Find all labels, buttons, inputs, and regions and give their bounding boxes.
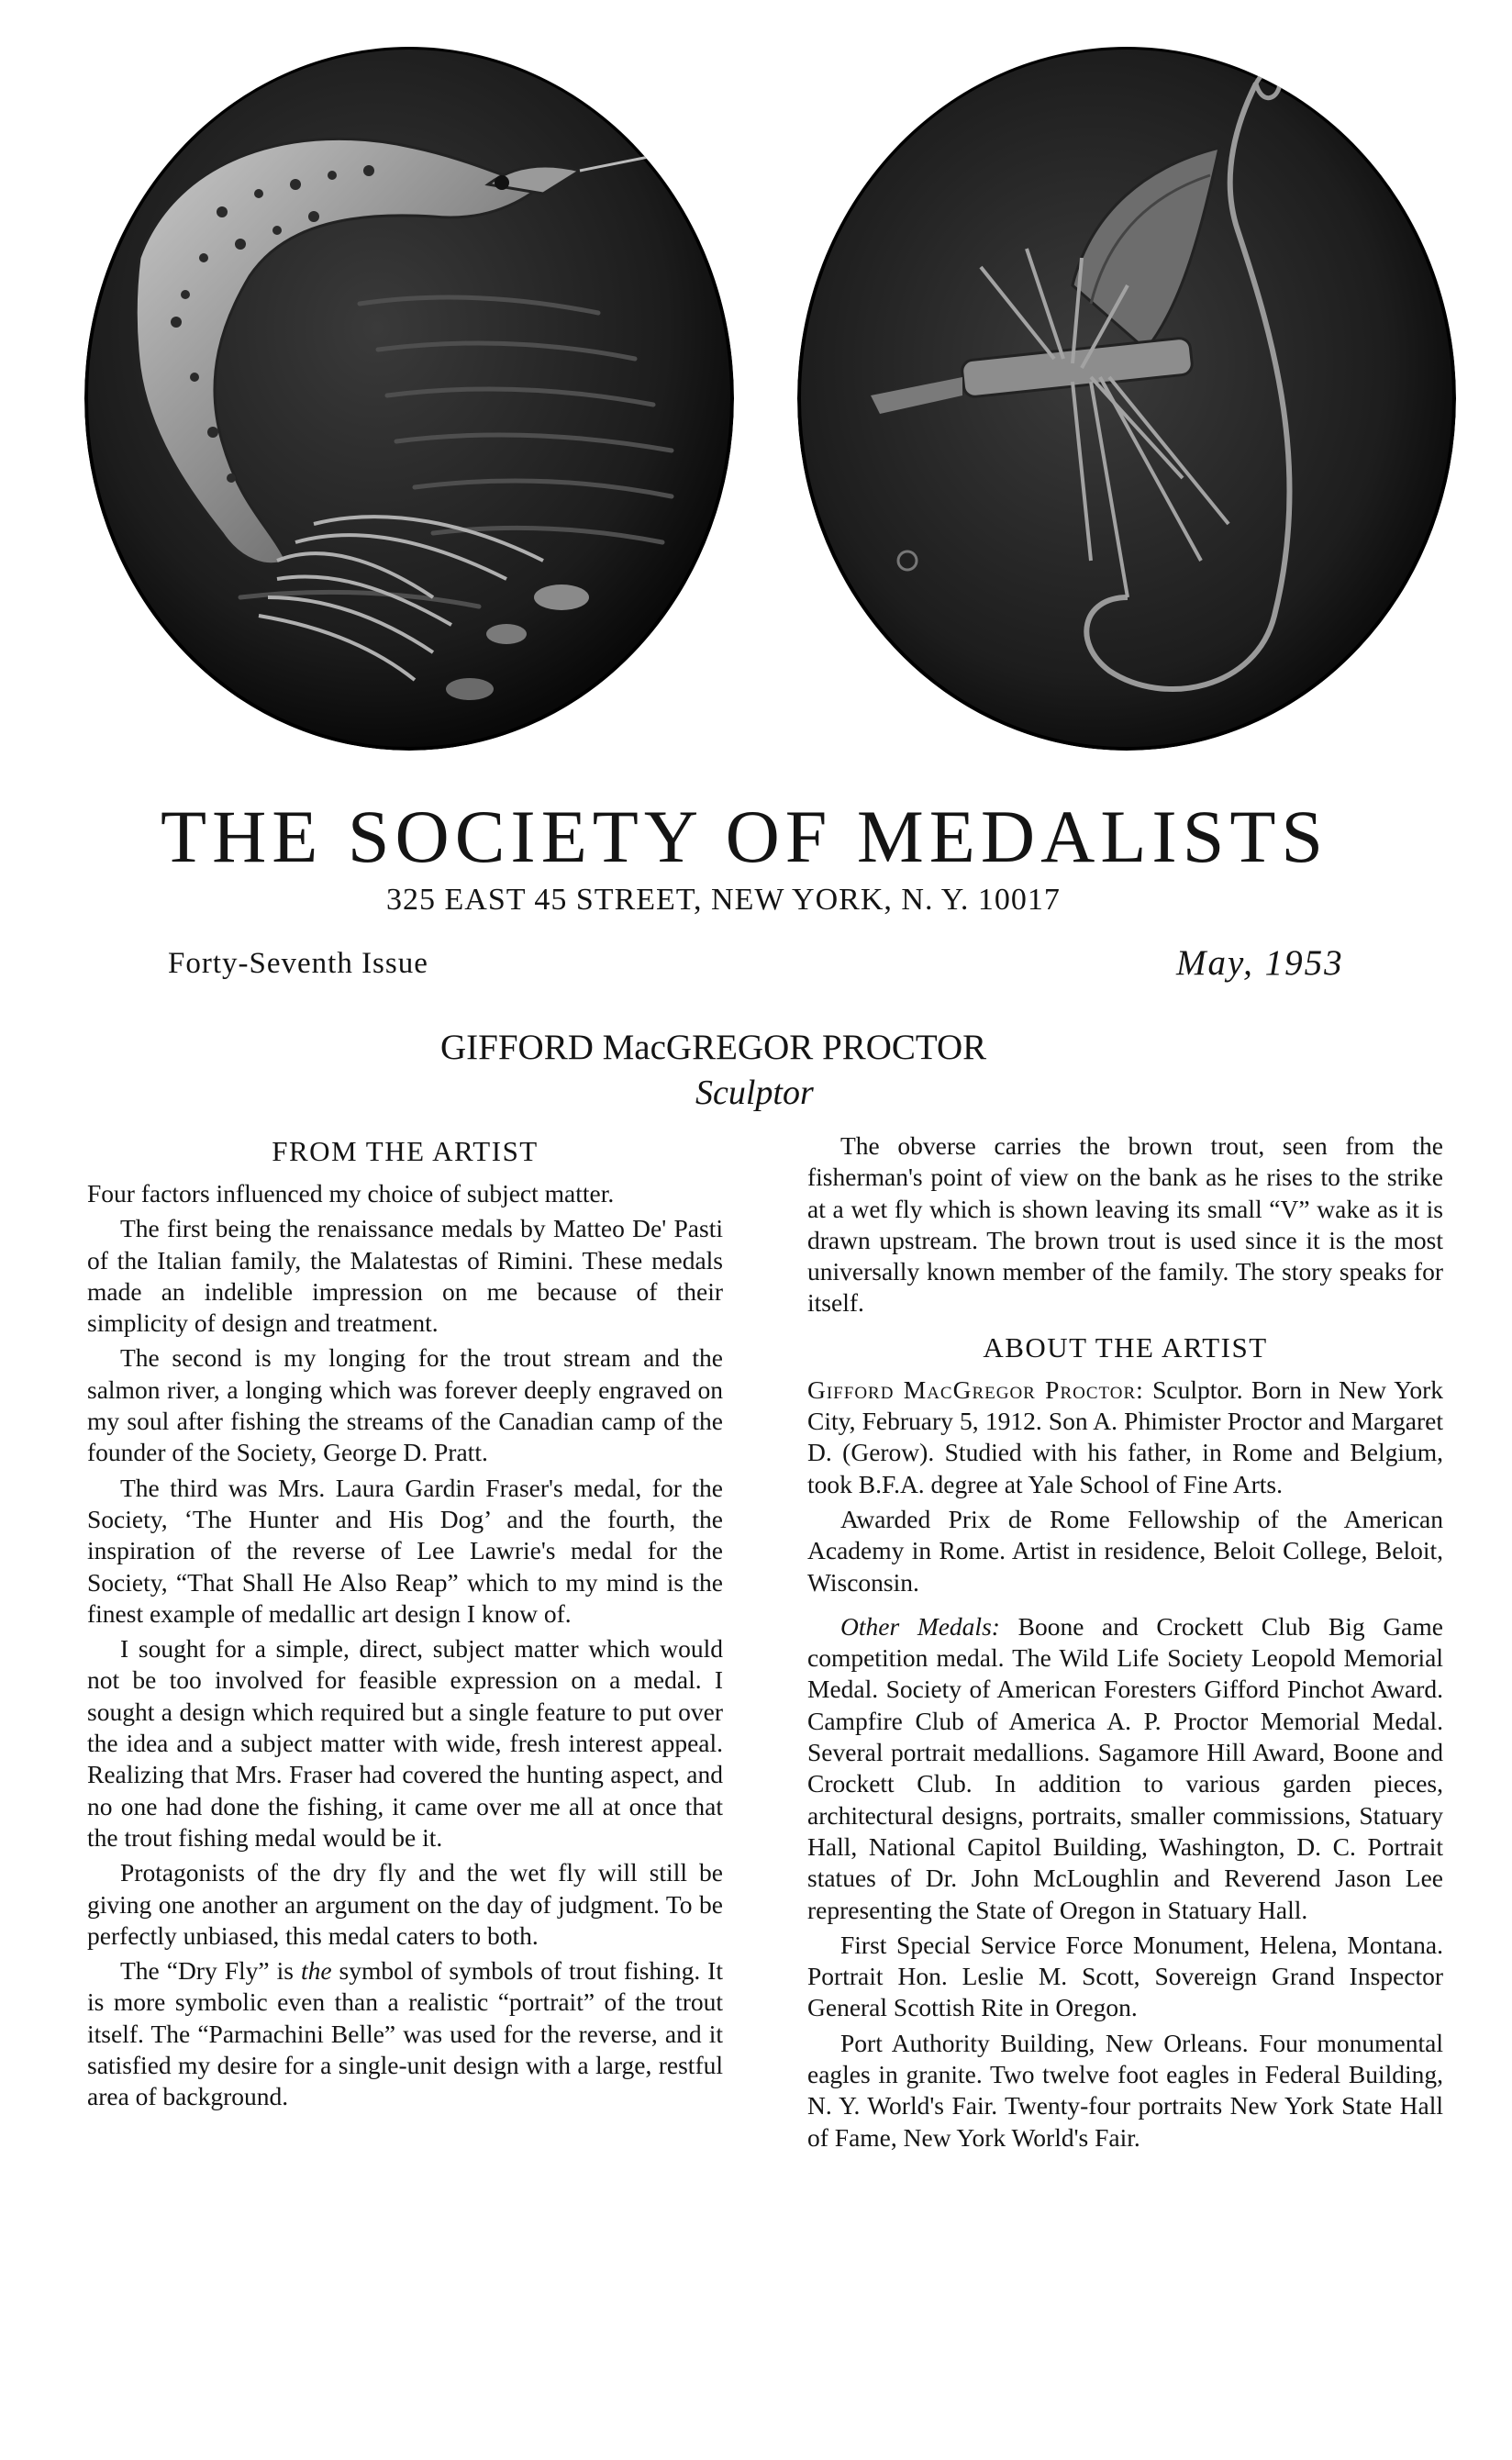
paragraph: The first being the renaissance medals by Matteo De' Pasti of the Italian family, the Malatestas of Rimini. These medals made an indelible impression on me because of their simplicity of design and treatment. — [87, 1214, 723, 1338]
emphasis: the — [300, 1956, 332, 1986]
artist-role: Sculptor — [695, 1074, 814, 1112]
fly-medal-icon — [797, 47, 1456, 751]
paragraph: The third was Mrs. Laura Gardin Fraser's medal, for the Society, ‘The Hunter and His Dog’ and the fourth, the inspiration of the reverse of Lee Lawrie's medal for the Society, “That Shall He Also Reap” which to my mind is the finest example of medallic art design I know of. — [87, 1473, 723, 1628]
bio-lead-name: Gifford MacGregor Proctor: — [807, 1375, 1144, 1404]
paragraph: First Special Service Force Monument, Helena, Montana. Portrait Hon. Leslie M. Scott, Sovereign Grand Inspector General Scottish Rite in Oregon. — [807, 1930, 1443, 2022]
fly-medal-art — [797, 47, 1456, 751]
other-medals-label: Other Medals: — [840, 1611, 1000, 1641]
issue-number: Forty-Seventh Issue — [168, 947, 428, 980]
text-run: Sculptor. Born in New York City, February 5, 1912. Son A. Phimister Proctor and Margaret D. (Gerow). Studied with his father, in Rome and Belgium, took B.F.A. degree at Yale School of Fine Arts. — [807, 1375, 1443, 1498]
text-run: The “Dry Fly” is — [120, 1956, 301, 1986]
from-the-artist-heading: FROM THE ARTIST — [272, 1135, 539, 1167]
trout-medal-icon — [84, 47, 734, 751]
bio-paragraph — [807, 1375, 1443, 1500]
left-column — [87, 1130, 723, 2117]
paragraph: I sought for a simple, direct, subject matter which would not be too involved for feasible expression on a medal. I sought a design which required but a single feature to put over the idea and a subject matter with wide, fresh interest appeal. Realizing that Mrs. Fraser had covered the hunting aspect, and no one had done the fishing, it came over me all at once that the trout fishing medal would be it. — [87, 1634, 723, 1852]
paragraph: The second is my longing for the trout stream and the salmon river, a longing which was forever deeply engraved on my soul after fishing the streams of the Canadian camp of the founder of the Society, George D. Pratt. — [87, 1343, 723, 1467]
paragraph: Four factors influenced my choice of subject matter. — [87, 1179, 615, 1208]
text-run: Boone and Crockett Club Big Game competition medal. The Wild Life Society Leopold Memorial Medal. Society of American Foresters Gifford Pinchot Award. Campfire Club of America A. P. Proctor Memorial Medal. Several portrait medallions. Sagamore Hill Award, Boone and Crockett Club. In addition to various garden pieces, architectural designs, portraits, smaller commissions, Statuary Hall, National Capitol Building, Washington, D. C. Portrait statues of Dr. John McLoughlin and Reverend Jason Lee representing the State of Oregon in Statuary Hall. — [807, 1611, 1443, 1924]
artist-name: GIFFORD MacGREGOR PROCTOR — [440, 1028, 987, 1067]
paragraph: Protagonists of the dry fly and the wet fly will still be giving one another an argument on the day of judgment. To be perfectly unbiased, this medal caters to both. — [87, 1858, 723, 1950]
about-the-artist-heading: ABOUT THE ARTIST — [983, 1330, 1268, 1364]
society-address: 325 EAST 45 STREET, NEW YORK, N. Y. 10017 — [386, 883, 1061, 917]
paragraph: Port Authority Building, New Orleans. Four monumental eagles in granite. Two twelve foot eagles in Federal Building, N. Y. World's Fair. Twenty-four portraits New York State Hall of Fame, New York World's Fair. — [807, 2028, 1443, 2152]
text-run: symbol of symbols of trout fishing. It is more symbolic even than a realistic “portrait” of the trout itself. The “Parmachini Belle” was used for the reverse, and it satisfied my desire for a single-unit design with a large, restful area of background. — [87, 1956, 723, 2111]
page-title: THE SOCIETY OF MEDALISTS — [161, 795, 1329, 878]
obverse-paragraph: The obverse carries the brown trout, seen from the fisherman's point of view on the bank as he rises to the strike at a wet fly which is shown leaving its small “V” wake as it is drawn upstream. The brown trout is used since it is the most universally known member of the family. The story speaks for itself. — [807, 1131, 1443, 1318]
issue-date: May, 1953 — [1176, 943, 1344, 983]
other-medals-paragraph — [807, 1611, 1443, 1926]
paragraph: Awarded Prix de Rome Fellowship of the American Academy in Rome. Artist in residence, Beloit College, Beloit, Wisconsin. — [807, 1504, 1443, 1597]
right-column — [807, 1130, 1443, 2157]
dry-fly-paragraph — [87, 1955, 723, 2112]
trout-medal-art — [84, 47, 734, 751]
